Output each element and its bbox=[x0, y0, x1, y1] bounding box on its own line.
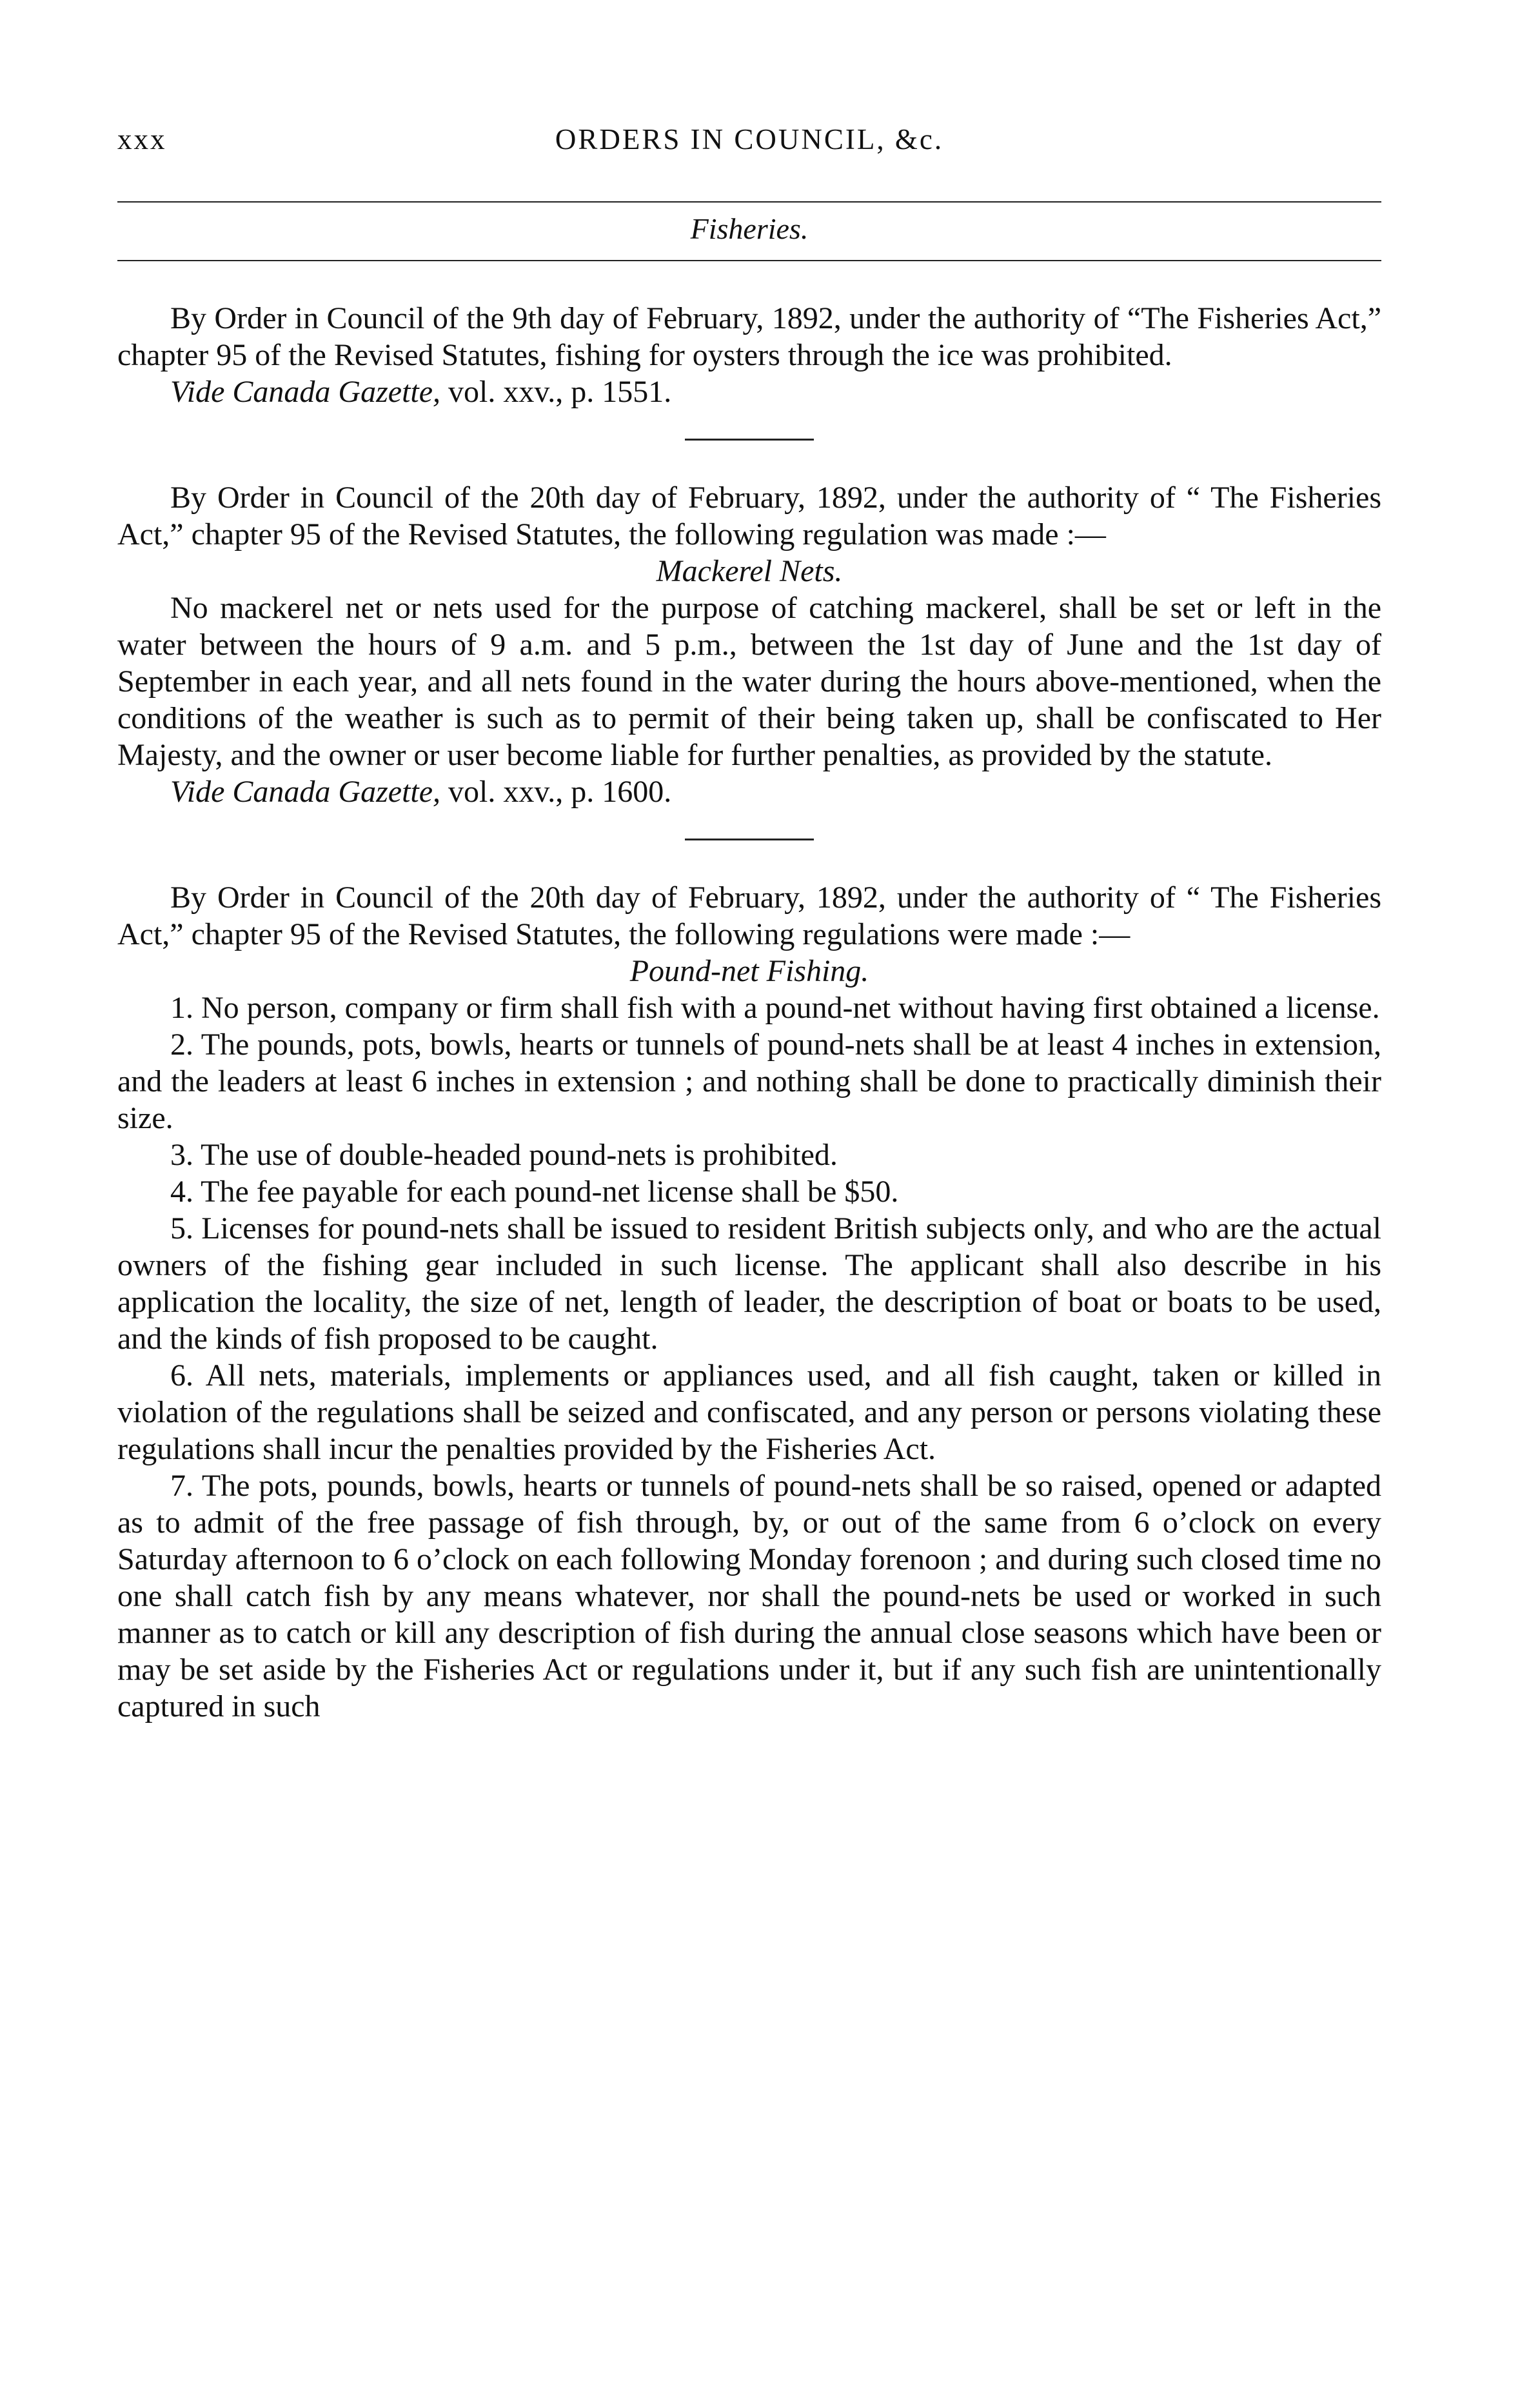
divider bbox=[685, 839, 814, 840]
document-body bbox=[117, 300, 1381, 1725]
gazette-citation: vol. xxv., p. 1551. bbox=[440, 375, 672, 409]
order-paragraph: By Order in Council of the 9th day of February, 1892, under the authority of “The Fisheries Act,” chapter 95 of the Revised Statutes, fishing for oysters through the ice was prohibited. bbox=[117, 301, 1381, 372]
order-paragraph: By Order in Council of the 20th day of February, 1892, under the authority of “ The Fisheries Act,” chapter 95 of the Revised Statutes, the following regulation was made :— bbox=[117, 481, 1381, 551]
section-rule bbox=[117, 260, 1381, 261]
header-rule bbox=[117, 201, 1381, 203]
regulation-item-3: 3. The use of double-headed pound-nets is prohibited. bbox=[170, 1138, 838, 1172]
regulation-item-2: 2. The pounds, pots, bowls, hearts or tunnels of pound-nets shall be at least 4 inches in extension, and the leaders at least 6 inches in extension ; and nothing shall be done to practically diminish their size. bbox=[117, 1028, 1381, 1135]
order-block-1 bbox=[117, 300, 1381, 410]
running-title: ORDERS IN COUNCIL, &c. bbox=[555, 123, 944, 155]
gazette-reference bbox=[117, 773, 1381, 810]
page-number: xxx bbox=[117, 123, 167, 155]
page-header bbox=[117, 123, 1381, 174]
regulation-item-1: 1. No person, company or firm shall fish with a pound-net without having first obtained a license. bbox=[170, 991, 1380, 1025]
order-paragraph: By Order in Council of the 20th day of February, 1892, under the authority of “ The Fisheries Act,” chapter 95 of the Revised Statutes, the following regulations were made :— bbox=[117, 880, 1381, 951]
order-block-2 bbox=[117, 479, 1381, 810]
subsection-heading: Mackerel Nets. bbox=[656, 554, 843, 588]
regulation-paragraph: No mackerel net or nets used for the purpose of catching mackerel, shall be set or left in the water between the hours of 9 a.m. and 5 p.m., between the 1st day of June and the 1st day of September in each year, and all nets found in the water during the hours above-mentioned, when the conditions of the weather is such as to permit of their being taken up, shall be confiscated to Her Majesty, and the owner or user become liable for further penalties, as provided by the statute. bbox=[117, 591, 1381, 772]
gazette-title: Vide Canada Gazette, bbox=[170, 375, 441, 409]
divider bbox=[685, 439, 814, 441]
regulation-item-4: 4. The fee payable for each pound-net license shall be $50. bbox=[170, 1175, 899, 1209]
order-block-3 bbox=[117, 879, 1381, 1725]
subsection-heading: Pound-net Fishing. bbox=[629, 954, 869, 988]
regulation-item-5: 5. Licenses for pound-nets shall be issued to resident British subjects only, and who are the actual owners of the fishing gear included in such license. The applicant shall also describe in his application the locality, the size of net, length of leader, the description of boat or boats to be used, and the kinds of fish proposed to be caught. bbox=[117, 1211, 1381, 1356]
gazette-reference bbox=[117, 373, 1381, 410]
regulation-item-6: 6. All nets, materials, implements or appliances used, and all fish caught, taken or killed in violation of the regulations shall be seized and confiscated, and any person or persons violating these regulations shall incur the penalties provided by the Fisheries Act. bbox=[117, 1358, 1381, 1466]
regulation-item-7: 7. The pots, pounds, bowls, hearts or tunnels of pound-nets shall be so raised, opened or adapted as to admit of the free passage of fish through, by, or out of the same from 6 o’clock on every Saturday afternoon to 6 o’clock on each following Monday forenoon ; and during such closed time no one shall catch fish by any means whatever, nor shall the pound-nets be used or worked in such manner as to catch or kill any description of fish during the annual close seasons which have been or may be set aside by the Fisheries Act or regulations under it, but if any such fish are unintentionally captured in such bbox=[117, 1469, 1381, 1723]
section-title: Fisheries. bbox=[690, 212, 809, 245]
gazette-title: Vide Canada Gazette, bbox=[170, 775, 441, 809]
gazette-citation: vol. xxv., p. 1600. bbox=[440, 775, 672, 809]
